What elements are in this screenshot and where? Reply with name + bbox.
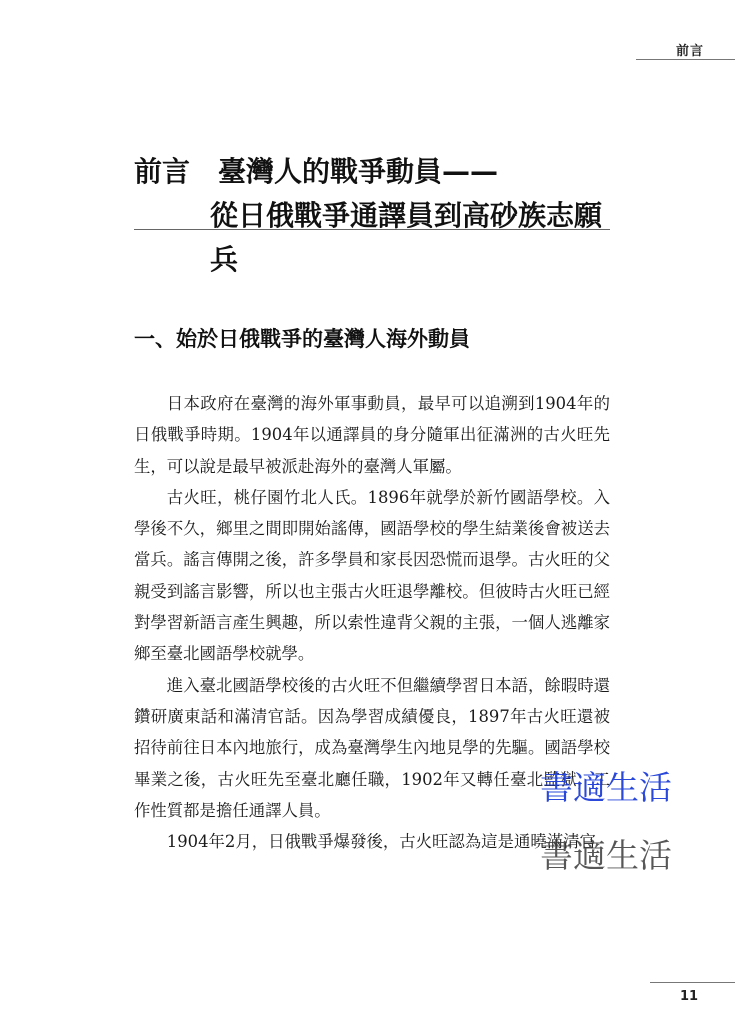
body-paragraph-1: 日本政府在臺灣的海外軍事動員，最早可以追溯到1904年的日俄戰爭時期。1904年以通譯員的身分隨軍出征滿洲的古火旺先生，可以說是最早被派赴海外的臺灣人軍屬。 [134,394,610,476]
body-paragraph-4: 1904年2月，日俄戰爭爆發後，古火旺認為這是通曉滿清官 [166,832,596,852]
running-head: 前言 [676,44,705,59]
page-number: 11 [680,989,699,1004]
header-rule [636,59,735,60]
title-rule [134,229,610,230]
chapter-title-line1: 前言 臺灣人的戰爭動員—— [134,155,499,188]
chapter-title-line2: 從日俄戰爭通譯員到高砂族志願兵 [210,199,603,276]
watermark-blue: 書適生活 [540,768,672,807]
body-paragraph-3: 進入臺北國語學校後的古火旺不但繼續學習日本語，餘暇時還鑽研廣東話和滿清官話。因為學習成績優良，1897年古火旺還被招待前往日本內地旅行，成為臺灣學生內地見學的先驅。國語學校畢業之後，古火旺先至臺北廳任職，1902年又轉任臺北監獄，工作性質都是擔任通譯人員。 [134,675,610,820]
body-paragraph-2: 古火旺，桃仔園竹北人氏。1896年就學於新竹國語學校。入學後不久，鄉里之間即開始謠傳，國語學校的學生結業後會被送去當兵。謠言傳開之後，許多學員和家長因恐慌而退學。古火旺的父親受到謠言影響，所以也主張古火旺退學離校。但彼時古火旺已經對學習新語言產生興趣，所以索性違背父親的主張，一個人逃離家鄉至臺北國語學校就學。 [134,487,610,664]
footer-rule [650,982,735,983]
body-text [134,388,610,857]
section-heading: 一、始於日俄戰爭的臺灣人海外動員 [134,327,470,351]
watermark-gray: 書適生活 [540,836,672,875]
chapter-title [134,150,614,282]
